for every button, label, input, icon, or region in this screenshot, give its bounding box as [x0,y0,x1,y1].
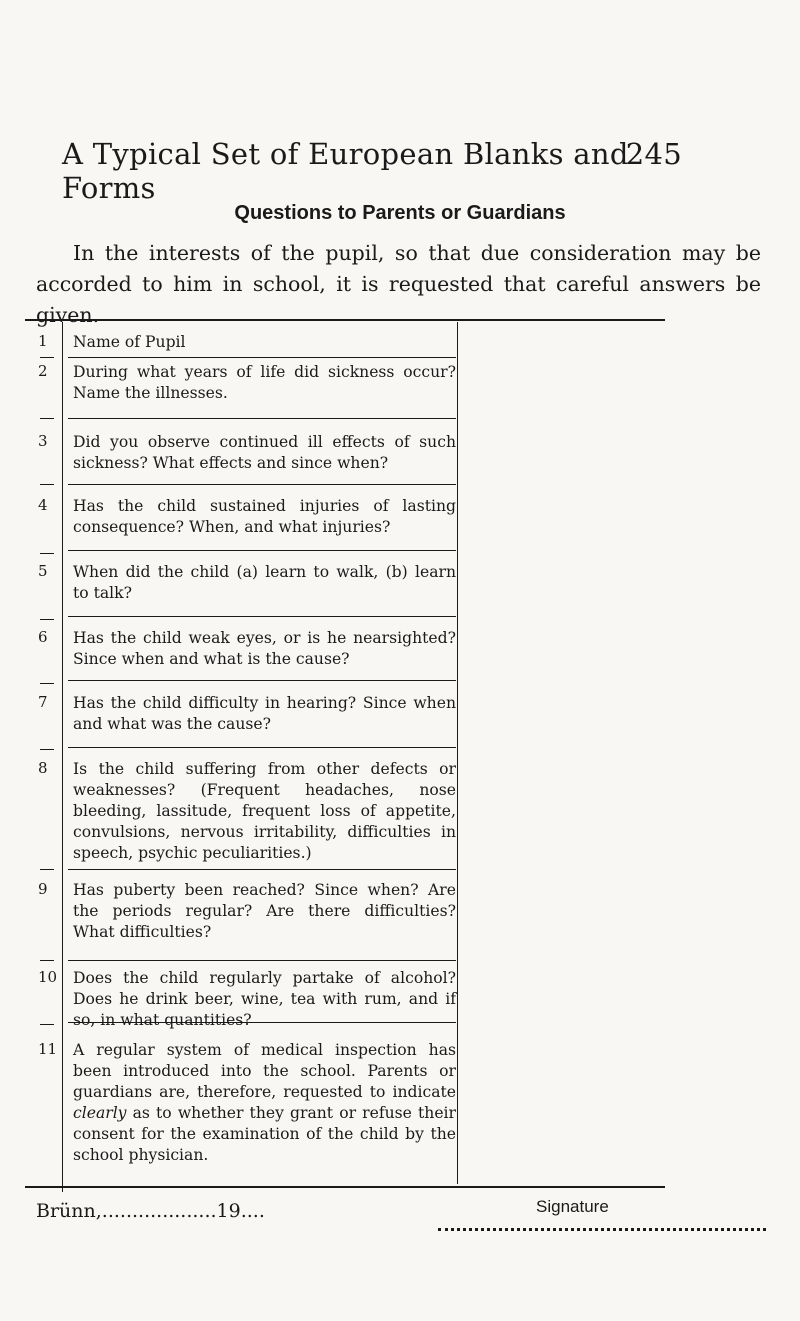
consent-text-end: as to whether they grant or refuse their consent for the examination of the child by the school physician. [73,1104,456,1164]
question-text: Is the child suffering from other defects or weaknesses? (Frequent headaches, nose bleeding, lassitude, frequent loss of appetite, convulsions, nervous irritability, difficulties in speech, psychic peculiarities.) [73,760,456,862]
question-number: 9 [38,880,48,898]
question-number: 6 [38,628,48,646]
question-number: 1 [38,332,48,350]
row-rule [68,680,456,681]
row-rule [40,683,54,684]
row-rule [40,960,54,961]
form-bottom-rule [25,1186,665,1188]
question-text: Has puberty been reached? Since when? Are the periods regular? Are there difficulties? What difficulties? [73,881,456,941]
question-number: 3 [38,432,48,450]
question-number: 7 [38,693,48,711]
row-rule [68,357,456,358]
row-rule [68,1022,456,1023]
question-text: During what years of life did sickness occur? Name the illnesses. [73,363,456,402]
row-rule [68,484,456,485]
question-text: Name of Pupil [73,333,186,351]
emphasis-clearly: clearly [73,1104,127,1122]
question-text: Did you observe continued ill effects of such sickness? What effects and since when? [73,433,456,472]
number-column-divider [62,322,63,1192]
place-date-line: Brünn,...................19.... [36,1200,265,1222]
question-text: Has the child difficulty in hearing? Since when and what was the cause? [73,694,456,733]
signature-label: Signature [536,1197,609,1216]
question-text: Does the child regularly partake of alcohol? Does he drink beer, wine, tea with rum, and if so, in what quantities? [73,969,456,1029]
question-text [73,1040,456,1166]
row-rule [40,418,54,419]
page-number: 245 [625,137,682,171]
row-rule [40,553,54,554]
row-rule [40,749,54,750]
row-rule [40,357,54,358]
question-number: 10 [38,968,58,986]
question-number: 4 [38,496,48,514]
question-text: When did the child (a) learn to walk, (b) learn to talk? [73,563,456,602]
row-rule [40,1024,54,1025]
row-rule [68,418,456,419]
row-rule [68,960,456,961]
consent-text-start: A regular system of medical inspection has been introduced into the school. Parents or guardians are, therefore, requested to indicate [73,1041,456,1101]
question-number: 11 [38,1040,58,1058]
section-title: Questions to Parents or Guardians [234,202,566,224]
running-head [62,137,682,205]
row-rule [68,550,456,551]
row-rule [40,484,54,485]
running-head-title: A Typical Set of European Blanks and Forms [62,137,629,205]
question-number: 8 [38,759,48,777]
row-rule [68,616,456,617]
intro-paragraph: In the interests of the pupil, so that due consideration may be accorded to him in school, it is requested that careful answers be given. [36,241,761,327]
question-text: Has the child sustained injuries of lasting consequence? When, and what injuries? [73,497,456,536]
row-rule [68,747,456,748]
question-number: 2 [38,362,48,380]
row-rule [40,869,54,870]
row-rule [68,869,456,870]
question-number: 5 [38,562,48,580]
form-top-rule [25,319,665,321]
question-text: Has the child weak eyes, or is he nearsighted? Since when and what is the cause? [73,629,456,668]
signature-line [438,1214,766,1231]
answer-column-divider [457,322,458,1184]
row-rule [40,619,54,620]
